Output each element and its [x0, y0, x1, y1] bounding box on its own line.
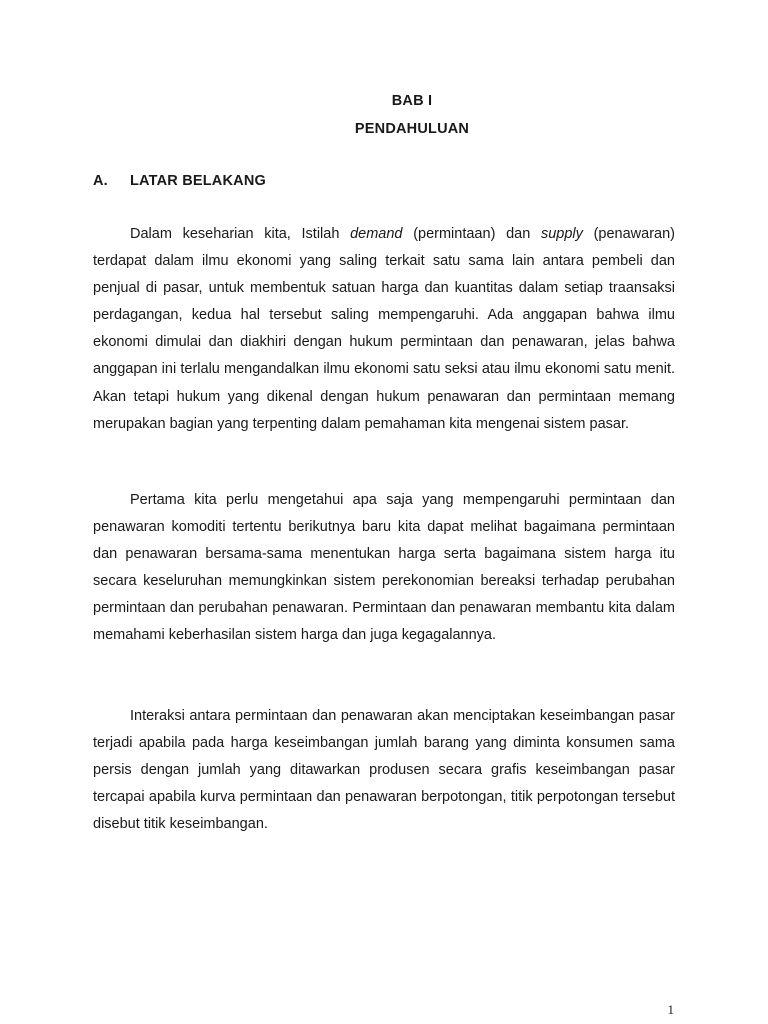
term-supply: supply	[540, 226, 583, 242]
paragraph-1-text-c: (penawaran) terdapat dalam ilmu ekonomi yang saling terkait satu sama lain antara pembeli dan penjual di pasar, untuk membentuk satuan harga dan kuantitas dalam setiap traansaksi perdagangan, kedua hal tersebut saling mempengaruhi. Ada anggapan bahwa ilmu ekonomi dimulai dan diakhiri dengan hukum permintaan dan penawaran, jelas bahwa anggapan ini terlalu mengandalkan ilmu ekonomi satu seksi atau ilmu ekonomi satu menit. Akan tetapi hukum yang dikenal dengan hukum penawaran dan permintaan memang merupakan bagian yang terpenting dalam pemahaman kita mengenai sistem pasar.	[93, 226, 676, 432]
page-number: 1	[667, 1002, 674, 1017]
paragraph-3: Interaksi antara permintaan dan penawaran akan menciptakan keseimbangan pasar terjadi apabila pada harga keseimbangan jumlah barang yang diminta konsumen sama persis dengan jumlah yang ditawarkan produsen secara grafis keseimbangan pasar tercapai apabila kurva permintaan dan penawaran berpotongan, titik perpotongan tersebut disebut titik keseimbangan.	[93, 708, 675, 833]
paragraph-1-text-a: Dalam keseharian kita, Istilah	[130, 226, 351, 242]
term-demand: demand	[350, 226, 403, 242]
chapter-label: BAB I	[391, 93, 433, 109]
section-letter: A.	[93, 173, 108, 189]
paragraph-1-text-b: (permintaan) dan	[402, 226, 541, 242]
paragraph-2: Pertama kita perlu mengetahui apa saja yang mempengaruhi permintaan dan penawaran komoditi tertentu berikutnya baru kita dapat melihat bagaimana permintaan dan penawaran bersama-sama menentukan harga serta bagaimana sistem harga itu secara keseluruhan memungkinkan sistem perekonomian bereaksi terhadap perubahan permintaan dan perubahan penawaran. Permintaan dan penawaran membantu kita dalam memahami keberhasilan sistem harga dan juga kegagalannya.	[93, 492, 675, 644]
paragraph-1	[93, 221, 675, 438]
section-heading	[93, 173, 266, 189]
chapter-title: PENDAHULUAN	[354, 121, 470, 137]
section-title: LATAR BELAKANG	[130, 173, 266, 189]
